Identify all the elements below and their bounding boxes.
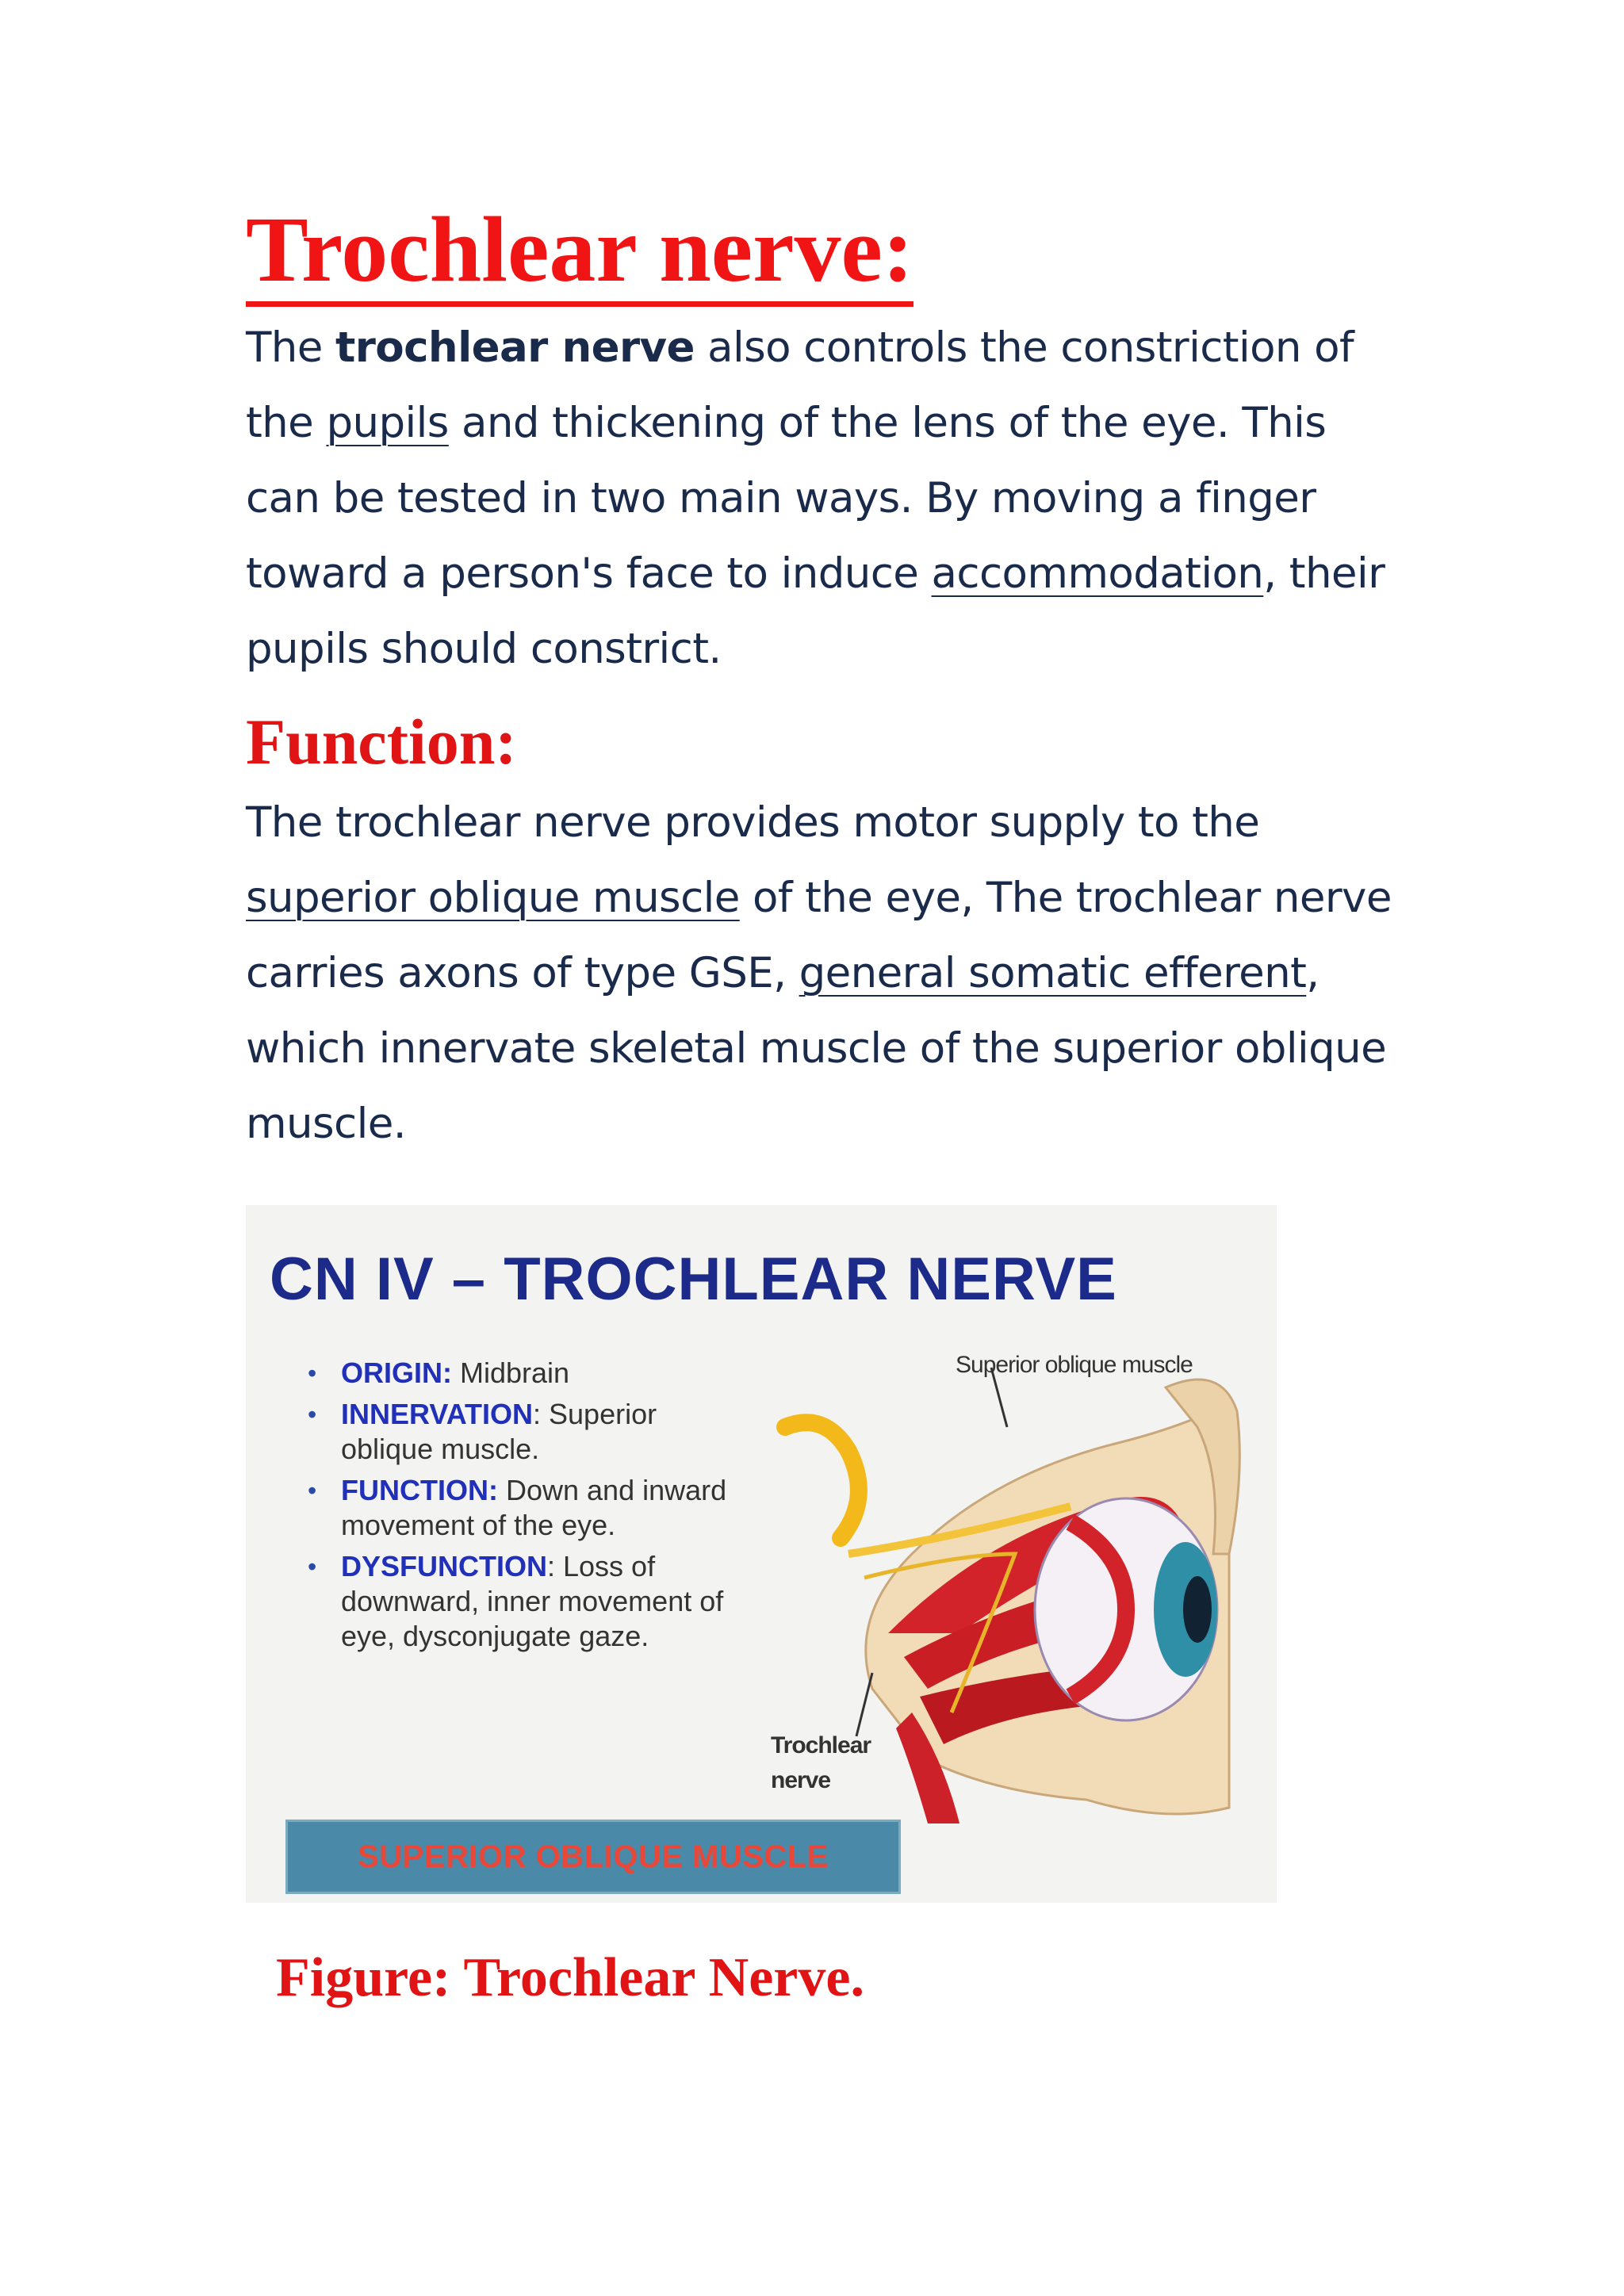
bullet-icon: • [308,1476,317,1505]
figure-list-item [301,1549,745,1654]
document-body [246,198,1396,1161]
intro-text-1: The [246,323,336,372]
superior-oblique-banner [285,1820,901,1894]
function-paragraph [246,785,1396,1161]
bullet-icon: • [308,1359,317,1387]
item-text: : Loss of downward, inner movement of eye, dysconjugate gaze. [341,1550,724,1652]
link-general-somatic-efferent[interactable]: general somatic efferent [799,949,1307,997]
trochlear-figure [246,1205,1277,1903]
link-pupils[interactable]: pupils [326,399,449,447]
optic-nerve-shape [785,1422,859,1538]
item-key: INNERVATION [341,1398,534,1430]
intro-paragraph [246,310,1396,687]
pupil-shape [1183,1576,1212,1643]
page-title: Trochlear nerve: [246,198,914,307]
bullet-icon: • [308,1400,317,1429]
figure-list-item [301,1473,745,1543]
bullet-icon: • [308,1552,317,1581]
intro-text-3: and thickening of the lens of the eye. This can be tested in two main ways. By moving a finger toward a person's face to induce [246,399,1327,598]
figure-title: CN IV – TROCHLEAR NERVE [270,1246,1117,1313]
item-key: DYSFUNCTION [341,1550,547,1582]
figure-list [301,1356,745,1660]
intro-text-2: also controls the constriction of the [246,323,1354,447]
intro-text-4: , their pupils should constrict. [246,549,1385,673]
link-superior-oblique-muscle[interactable]: superior oblique muscle [246,874,740,922]
item-key: FUNCTION: [341,1474,498,1506]
label-leader-line [856,1673,872,1736]
item-text: : Superior oblique muscle. [341,1398,657,1465]
item-text: Down and inward movement of the eye. [341,1474,727,1541]
item-text: Midbrain [460,1357,570,1389]
intro-bold-term: trochlear nerve [335,323,695,372]
link-accommodation[interactable]: accommodation [931,549,1264,598]
banner-text: SUPERIOR OBLIQUE MUSCLE [358,1839,829,1874]
superior-oblique-label: Superior oblique muscle [956,1352,1193,1378]
item-key: ORIGIN: [341,1357,452,1389]
function-text-2: of the eye, The trochlear nerve carries axons of type GSE, [246,874,1392,997]
function-text-1: The trochlear nerve provides motor supply to the [246,798,1260,847]
figure-list-item [301,1397,745,1467]
function-heading: Function: [246,706,517,778]
figure-caption: Figure: Trochlear Nerve. [276,1947,864,2008]
figure-list-item [301,1356,745,1391]
trochlear-nerve-label: Trochlear nerve [771,1732,871,1793]
function-text-3: , which innervate skeletal muscle of the superior oblique muscle. [246,949,1387,1148]
